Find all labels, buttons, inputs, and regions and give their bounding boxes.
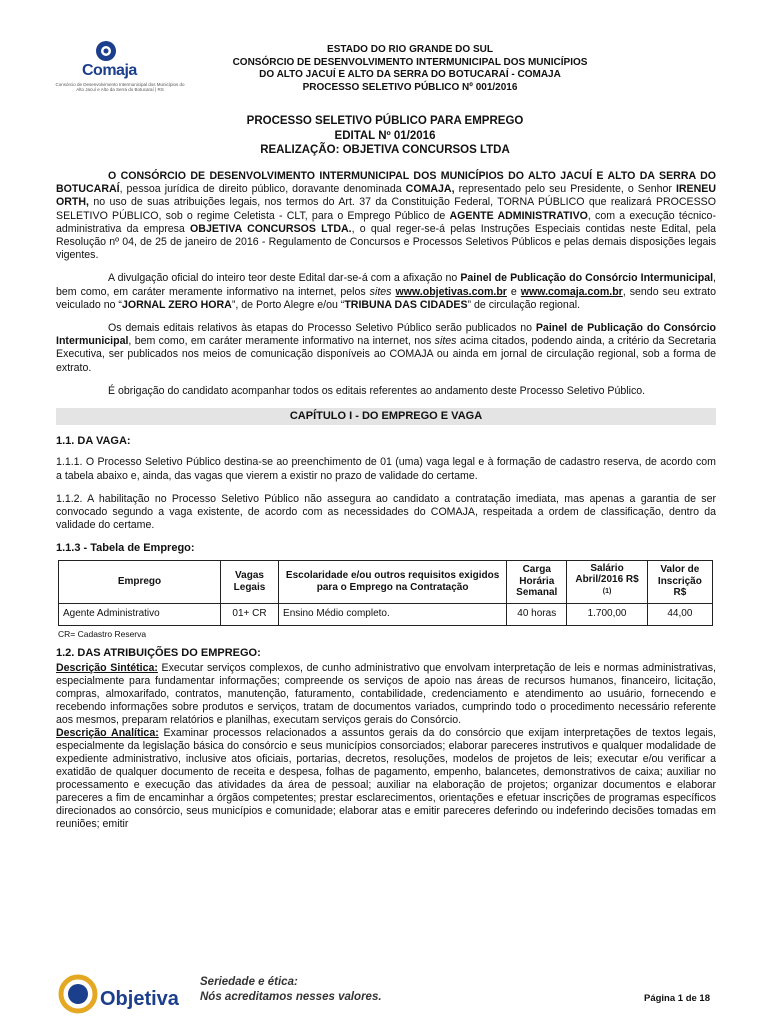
footer-slogan bbox=[200, 975, 382, 1005]
employment-table bbox=[58, 560, 713, 626]
header-line: ESTADO DO RIO GRANDE DO SUL bbox=[327, 44, 493, 55]
column-header: Vagas Legais bbox=[220, 560, 278, 603]
slogan-line: Nós acreditamos nesses valores. bbox=[200, 991, 382, 1003]
link-objetivas[interactable]: www.objetivas.com.br bbox=[395, 285, 507, 298]
column-header: Valor de Inscrição R$ bbox=[647, 560, 712, 603]
objetiva-logo bbox=[58, 972, 188, 1017]
page-number: Página 1 de 18 bbox=[644, 993, 711, 1004]
table-cell: Agente Administrativo bbox=[59, 603, 221, 625]
column-header: Emprego bbox=[59, 560, 221, 603]
chapter-heading: CAPÍTULO I - DO EMPREGO E VAGA bbox=[56, 408, 716, 425]
section-heading: 1.1. DA VAGA: bbox=[56, 435, 131, 448]
paragraph-obligation: É obrigação do candidato acompanhar todos os editais referentes ao andamento deste Processo Seletivo Público. bbox=[108, 384, 646, 397]
svg-text:Objetiva: Objetiva bbox=[100, 988, 179, 1010]
column-header: Carga Horária Semanal bbox=[507, 560, 567, 603]
paragraph-intro: O CONSÓRCIO DE DESENVOLVIMENTO INTERMUNICIPAL DOS MUNICÍPIOS DO ALTO JACUÍ E ALTO DA SERRA DO BOTUCARAÍ, pessoa jurídica de direito público, doravante denominada COMAJA, representado pelo seu Presidente, o Senhor IRENEU ORTH, no uso de suas atribuições legais, nos termos do Art. 37 da Constituição Federal, TORNA PÚBLICO que realizará PROCESSO SELETIVO PÚBLICO, sob o regime Celetista - CLT, para o Emprego Público de AGENTE ADMINISTRATIVO, com a execução técnico-administrativa da empresa OBJETIVA CONCURSOS LTDA., o qual reger-se-á pelas Instruções Especiais contidas neste Edital, pela Resolução nº 04, de 25 de janeiro de 2016 - Regulamento de Concursos e Processos Seletivos Públicos e pelas demais disposições legais vigentes. bbox=[56, 170, 716, 262]
section-heading: 1.2. DAS ATRIBUIÇÕES DO EMPREGO: bbox=[56, 646, 261, 659]
cr-note: CR= Cadastro Reserva bbox=[58, 628, 147, 639]
table-header-row bbox=[59, 560, 713, 603]
edital-titles bbox=[110, 114, 660, 158]
comaja-logo-name: Comaja bbox=[82, 62, 137, 79]
paragraph-desc-sintetica: Descrição Sintética: Executar serviços complexos, de cunho administrativo que envolvam interpretação de leis e normas administrativas, especialmente para fundamentar informações; compreende os serviços de apoio nas áreas de recursos humanos, financeiro, licitação, compras, almoxarifado, contratos, manutenção, faturamento, contabilidade, credenciamento e atendimento ao usuário, fornecendo e recebendo informações sobre produtos e serviços, tratam de documentos variados, cumprindo todo o procedimento necessário referente aos mesmos, preparam relatórios e planilhas, executam serviços gerais do Consórcio. bbox=[56, 661, 716, 726]
header-line: DO ALTO JACUÍ E ALTO DA SERRA DO BOTUCARAÍ - COMAJA bbox=[259, 69, 561, 80]
comaja-logo-icon bbox=[95, 40, 117, 62]
document-body bbox=[56, 170, 716, 831]
title-line: EDITAL Nº 01/2016 bbox=[334, 129, 436, 142]
title-line: PROCESSO SELETIVO PÚBLICO PARA EMPREGO bbox=[246, 115, 524, 127]
objetiva-logo-icon bbox=[58, 972, 188, 1017]
paragraph-112: 1.1.2. A habilitação no Processo Seletivo Público não assegura ao candidato a contratação imediata, mas apenas a garantia de ser convocado segundo a vaga existente, de acordo com as necessidades do COMAJA, respeitada a ordem de classificação, dentro da validade do certame. bbox=[56, 492, 716, 532]
table-cell: Ensino Médio completo. bbox=[279, 603, 507, 625]
column-header: Escolaridade e/ou outros requisitos exigidos para o Emprego na Contratação bbox=[279, 560, 507, 603]
title-line: REALIZAÇÃO: OBJETIVA CONCURSOS LTDA bbox=[260, 144, 510, 156]
header-line: CONSÓRCIO DE DESENVOLVIMENTO INTERMUNICIPAL DOS MUNICÍPIOS bbox=[232, 56, 588, 68]
section-heading: 1.1.3 - Tabela de Emprego: bbox=[56, 542, 195, 555]
table-row bbox=[59, 603, 713, 625]
header-line: PROCESSO SELETIVO PÚBLICO Nº 001/2016 bbox=[302, 81, 518, 93]
paragraph-desc-analitica: Descrição Analítica: Examinar processos relacionados a assuntos gerais da do consórcio que exijam interpretações de textos legais, especialmente da legislação básica do consórcio e seus municípios consorciados; elaborar pareceres instrutivos e qualquer modalidade de expediente administrativo, inclusive atos oficiais, portarias, decretos, resoluções, modelos de projetos de leis; executar e/ou verificar a exatidão de qualquer documento de receita e despesa, folhas de pagamento, empenho, balancetes, demonstrativos de caixa; auxiliar no processamento e execução das atividades da área de pessoal; auxiliar na elaboração de projetos; organizar documentos e elaborar pareceres a fim de encaminhar a órgãos competentes; prestar esclarecimentos, orientações e efetuar inscrições de programas específicos direcionados ao consórcio, seus municípios e comunidade; elaborar atas e emitir pareceres deferindo ou indeferindo decisões tomadas em reuniões; emitir bbox=[56, 726, 716, 830]
document-header bbox=[160, 44, 660, 94]
link-comaja[interactable]: www.comaja.com.br bbox=[520, 285, 623, 298]
column-header: Salário Abril/2016 R$ $^{(1)}$ bbox=[567, 560, 647, 603]
slogan-line: Seriedade e ética: bbox=[200, 976, 298, 988]
paragraph-publication: A divulgação oficial do inteiro teor deste Edital dar-se-á com a afixação no Painel de Publicação do Consórcio Intermunicipal, bem como, em caráter meramente informativo na internet, pelos sites www.objetivas.com.br e www.comaja.com.br, sendo seu extrato veiculado no “JORNAL ZERO HORA”, de Porto Alegre e/ou “TRIBUNA DAS CIDADES” de circulação regional. bbox=[56, 272, 717, 311]
table-cell: 40 horas bbox=[507, 603, 567, 625]
table-cell: 01+ CR bbox=[220, 603, 278, 625]
table-cell: 44,00 bbox=[647, 603, 712, 625]
table-cell: 1.700,00 bbox=[567, 603, 647, 625]
paragraph-111: 1.1.1. O Processo Seletivo Público destina-se ao preenchimento de 01 (uma) vaga legal e à formação de cadastro reserva, de acordo com a tabela abaixo e, ainda, das vagas que vierem a existir no prazo de validade do certame. bbox=[56, 456, 716, 482]
paragraph-other-editais: Os demais editais relativos às etapas do Processo Seletivo Público serão publicados no Painel de Publicação do Consórcio Intermunicipal, bem como, em caráter meramente informativo na internet, nos sites acima citados, podendo ainda, a critério da Secretaria Executiva, ser publicados nos meios de comunicação disponíveis ao COMAJA ou ainda em jornal de circulação regional, sob a forma de extrato. bbox=[56, 322, 717, 374]
comaja-logo-tagline: Consórcio de Desenvolvimento Intermunicipal dos Municípios do Alto Jacuí e Alto da Serra do Botucaraí | RS bbox=[55, 82, 185, 92]
